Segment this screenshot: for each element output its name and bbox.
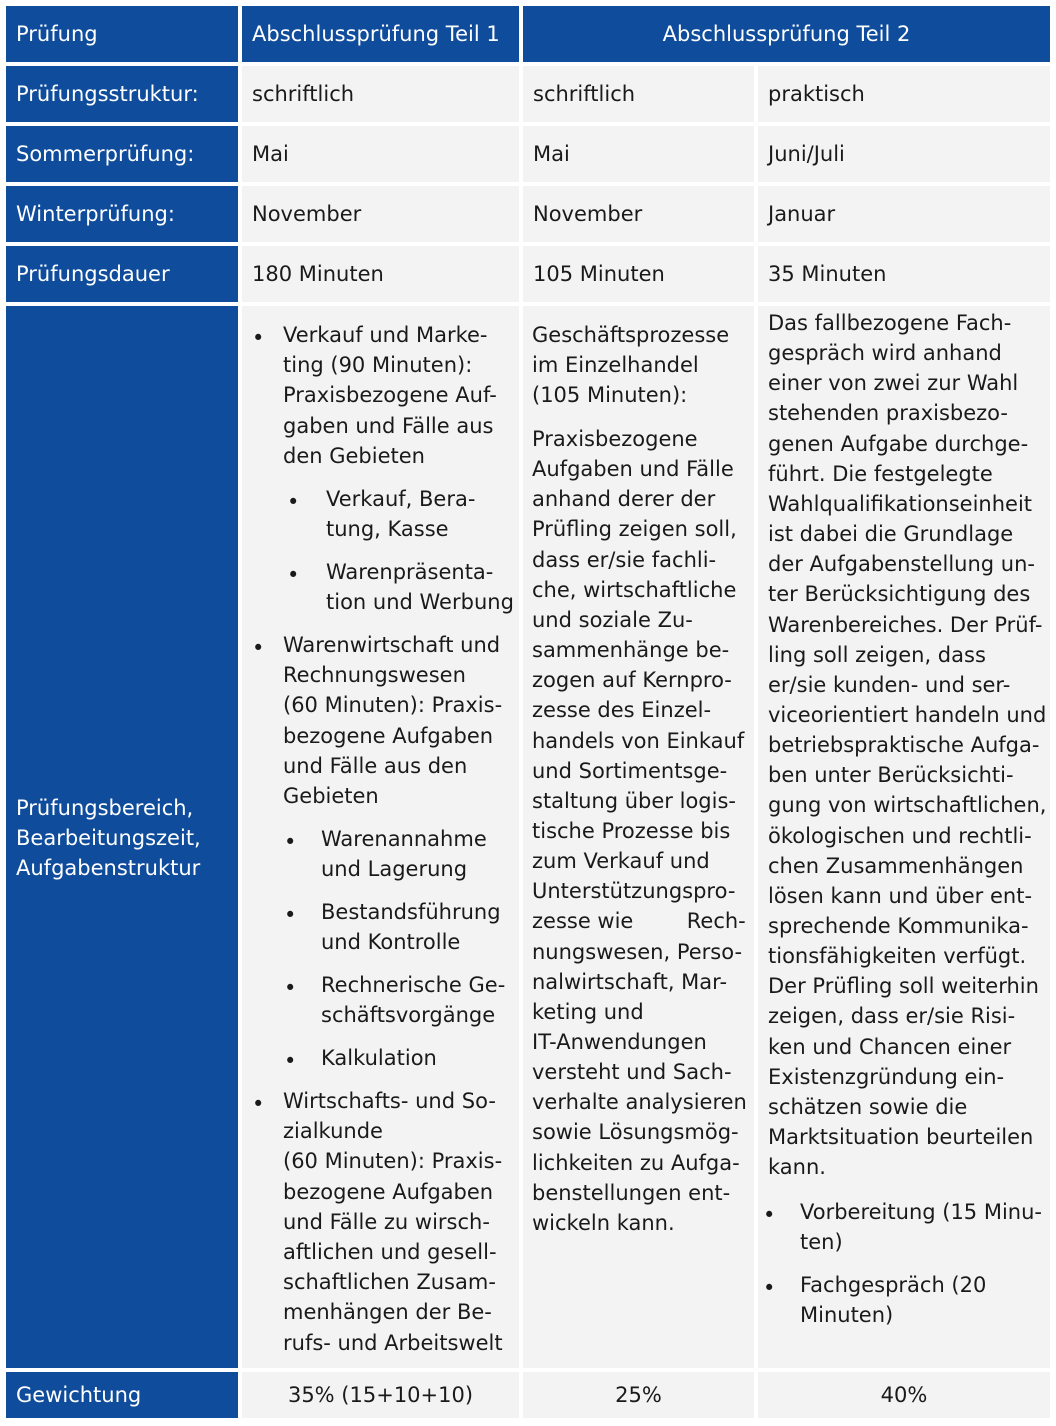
text-line: Praxisbezogene	[532, 427, 698, 451]
header-col-teil2	[523, 6, 1050, 62]
text-line: kann.	[768, 1155, 826, 1180]
text-line: schätzen sowie die	[768, 1094, 968, 1119]
text-line: gaben und Fälle aus	[283, 413, 494, 438]
text-line: nalwirtschaft, Mar-	[532, 969, 728, 994]
text-line: tung, Kasse	[326, 517, 449, 542]
text-line: Warenannahme	[321, 827, 487, 851]
text-line: Aufgaben und Fälle	[532, 457, 734, 482]
text-line: zum Verkauf und	[532, 849, 710, 874]
text-line: menhängen der Be-	[283, 1300, 492, 1325]
row-label-bereich-line: Prüfungsbereich,	[16, 796, 194, 820]
bullet-icon: •	[284, 830, 297, 854]
cell-winter-teil1	[242, 186, 519, 242]
cell-dauer-teil2-praktisch	[758, 246, 1050, 302]
text-line: und soziale Zu-	[532, 607, 693, 632]
row-label-winter-text: Winterprüfung:	[16, 202, 175, 226]
cell-dauer-teil2-praktisch-text: 35 Minuten	[768, 262, 887, 286]
cell-gewichtung-teil1	[242, 1372, 519, 1418]
text-line: tionsfähigkeiten verfügt.	[768, 944, 1027, 969]
text-line: Geschäftsprozesse	[532, 323, 730, 347]
cell-gewichtung-teil2-schriftlich-text: 25%	[615, 1383, 662, 1407]
text-line: Prüfling zeigen soll,	[532, 517, 737, 542]
header-col-pruefung-label: Prüfung	[16, 22, 98, 46]
header-col-teil1	[242, 6, 519, 62]
text-line: Existenzgründung ein-	[768, 1064, 1005, 1089]
cell-struktur-teil1	[242, 66, 519, 122]
row-label-dauer	[6, 246, 238, 302]
text-line: Warenbereiches. Der Prüf-	[768, 612, 1043, 637]
text-line: nungswesen, Perso-	[532, 939, 743, 964]
cell-sommer-teil1	[242, 126, 519, 182]
header-col-pruefung	[6, 6, 238, 62]
cell-struktur-teil2-praktisch	[758, 66, 1050, 122]
cell-dauer-teil1-text: 180 Minuten	[252, 262, 384, 286]
text-line: er/sie kunden- und ser-	[768, 672, 1011, 697]
text-line: sammenhänge be-	[532, 638, 730, 663]
text-line: sowie Lösungsmög-	[532, 1120, 739, 1145]
text-line: chen Zusammenhängen	[768, 853, 1024, 878]
text-line: (105 Minuten):	[532, 383, 688, 408]
header-col-teil2-label: Abschlussprüfung Teil 2	[662, 22, 911, 46]
bullet-icon: •	[252, 326, 265, 350]
text-line: Fachgespräch (20	[800, 1273, 987, 1297]
cell-sommer-teil2-schriftlich	[523, 126, 754, 182]
text-line: und Sortimentsge-	[532, 758, 728, 783]
text-line: Verkauf, Bera-	[326, 487, 476, 511]
text-line: rufs- und Arbeitswelt	[283, 1330, 503, 1355]
text-line: ist dabei die Grundlage	[768, 522, 1014, 547]
cell-struktur-teil2-praktisch-text: praktisch	[768, 82, 865, 106]
row-label-struktur-text: Prüfungsstruktur:	[16, 82, 199, 106]
text-line: und Kontrolle	[321, 930, 461, 955]
text-line: stehenden praxisbezo-	[768, 401, 1008, 426]
text-line: (60 Minuten): Praxis-	[283, 693, 503, 718]
text-line: bezogene Aufgaben	[283, 723, 494, 748]
cell-gewichtung-teil2-praktisch	[758, 1372, 1050, 1418]
text-line: führt. Die festgelegte	[768, 461, 993, 486]
cell-winter-teil2-schriftlich-text: November	[533, 202, 643, 226]
cell-bereich-teil2-praktisch	[758, 306, 1050, 1368]
text-line: Wirtschafts- und So-	[283, 1089, 496, 1113]
text-line: ken und Chancen einer	[768, 1034, 1012, 1059]
cell-winter-teil1-text: November	[252, 202, 362, 226]
text-line: schaftlichen Zusam-	[283, 1270, 496, 1295]
text-line: staltung über logis-	[532, 788, 736, 813]
bullet-icon: •	[287, 563, 300, 587]
text-line: zesse wie Rech-	[532, 909, 746, 934]
row-label-gewichtung-text: Gewichtung	[16, 1383, 142, 1407]
text-line: ökologischen und rechtli-	[768, 823, 1032, 848]
text-line: Bestandsführung	[321, 900, 501, 924]
text-line: Verkauf und Marke-	[283, 323, 488, 347]
cell-winter-teil2-praktisch	[758, 186, 1050, 242]
text-line: tische Prozesse bis	[532, 818, 731, 843]
cell-sommer-teil1-text: Mai	[252, 142, 289, 166]
text-line: Vorbereitung (15 Minu-	[800, 1200, 1042, 1224]
text-line: einer von zwei zur Wahl	[768, 371, 1019, 396]
text-line: zeigen, dass er/sie Risi-	[768, 1004, 1016, 1029]
text-line: Minuten)	[800, 1303, 894, 1328]
cell-dauer-teil1	[242, 246, 519, 302]
text-line: IT-Anwendungen	[532, 1030, 707, 1054]
text-line: Das fallbezogene Fach-	[768, 311, 1012, 335]
text-line: Warenwirtschaft und	[283, 633, 501, 657]
text-line: Praxisbezogene Auf-	[283, 383, 497, 408]
row-label-winter	[6, 186, 238, 242]
cell-winter-teil2-praktisch-text: Januar	[768, 202, 836, 226]
text-line: che, wirtschaftliche	[532, 577, 737, 602]
text-line: aftlichen und gesell-	[283, 1240, 497, 1264]
bullet-icon: •	[252, 1092, 265, 1116]
text-line: zesse des Einzel-	[532, 698, 712, 723]
text-line: Wahlqualifikationseinheit	[768, 491, 1033, 516]
cell-struktur-teil1-text: schriftlich	[252, 82, 355, 106]
text-line: und Lagerung	[321, 857, 468, 882]
cell-gewichtung-teil2-schriftlich	[523, 1372, 754, 1418]
text-line: ben unter Berücksichti-	[768, 763, 1014, 788]
text-line: der Aufgabenstellung un-	[768, 552, 1035, 577]
row-label-bereich-line: Bearbeitungszeit,	[16, 826, 201, 850]
text-line: ten)	[800, 1230, 843, 1255]
bullet-icon: •	[284, 903, 297, 927]
text-line: anhand derer der	[532, 487, 716, 512]
cell-sommer-teil2-praktisch-text: Juni/Juli	[768, 142, 845, 166]
text-line: Gebieten	[283, 784, 379, 808]
text-line: zogen auf Kernpro-	[532, 668, 732, 693]
cell-dauer-teil2-schriftlich	[523, 246, 754, 302]
text-line: und Fälle zu wirsch-	[283, 1209, 490, 1234]
text-line: Kalkulation	[321, 1046, 437, 1070]
text-line: betriebspraktische Aufga-	[768, 733, 1040, 758]
bullet-icon: •	[252, 636, 265, 660]
text-line: keting und	[532, 999, 644, 1024]
text-line: schäftsvorgänge	[321, 1003, 496, 1028]
bullet-icon: •	[763, 1276, 776, 1300]
text-line: benstellungen ent-	[532, 1180, 731, 1205]
cell-sommer-teil2-schriftlich-text: Mai	[533, 142, 570, 166]
row-label-struktur	[6, 66, 238, 122]
cell-dauer-teil2-schriftlich-text: 105 Minuten	[533, 262, 665, 286]
text-line: sprechende Kommunika-	[768, 914, 1029, 938]
cell-bereich-teil1	[242, 306, 519, 1368]
text-line: Marktsituation beurteilen	[768, 1125, 1034, 1150]
text-line: tion und Werbung	[326, 590, 514, 615]
text-line: gung von wirtschaftlichen,	[768, 793, 1047, 818]
row-label-sommer	[6, 126, 238, 182]
text-line: Unterstützungspro-	[532, 879, 736, 904]
text-line: im Einzelhandel	[532, 353, 699, 378]
cell-struktur-teil2-schriftlich	[523, 66, 754, 122]
text-line: (60 Minuten): Praxis-	[283, 1149, 503, 1174]
text-line: Rechnerische Ge-	[321, 973, 506, 997]
header-col-teil1-label: Abschlussprüfung Teil 1	[252, 22, 500, 46]
text-line: versteht und Sach-	[532, 1060, 732, 1085]
row-label-sommer-text: Sommerprüfung:	[16, 142, 195, 166]
text-line: den Gebieten	[283, 443, 425, 468]
bullet-icon: •	[284, 976, 297, 1000]
text-line: ling soll zeigen, dass	[768, 642, 986, 667]
bullet-icon: •	[284, 1049, 297, 1073]
text-line: bezogene Aufgaben	[283, 1179, 494, 1204]
text-line: viceorientiert handeln und	[768, 702, 1047, 727]
row-label-bereich	[6, 306, 238, 1368]
bullet-icon: •	[287, 490, 300, 514]
row-label-dauer-text: Prüfungsdauer	[16, 262, 170, 286]
cell-bereich-teil2-schriftlich	[523, 306, 754, 1368]
bullet-icon: •	[763, 1203, 776, 1227]
text-line: lösen kann und über ent-	[768, 883, 1033, 908]
cell-sommer-teil2-praktisch	[758, 126, 1050, 182]
text-line: dass er/sie fachli-	[532, 547, 717, 572]
cell-gewichtung-teil1-text: 35% (15+10+10)	[287, 1383, 474, 1407]
text-line: zialkunde	[283, 1119, 383, 1144]
text-line: verhalte analysieren	[532, 1090, 747, 1115]
text-line: gespräch wird anhand	[768, 341, 1002, 366]
text-line: handels von Einkauf	[532, 728, 745, 753]
text-line: wickeln kann.	[532, 1210, 675, 1235]
row-label-gewichtung	[6, 1372, 238, 1418]
text-line: lichkeiten zu Aufga-	[532, 1150, 740, 1175]
text-line: Rechnungswesen	[283, 663, 466, 688]
row-label-bereich-line: Aufgabenstruktur	[16, 856, 201, 880]
cell-gewichtung-teil2-praktisch-text: 40%	[880, 1383, 928, 1407]
text-line: und Fälle aus den	[283, 753, 468, 778]
text-line: ting (90 Minuten):	[283, 353, 473, 378]
cell-winter-teil2-schriftlich	[523, 186, 754, 242]
text-line: genen Aufgabe durchge-	[768, 431, 1029, 456]
cell-struktur-teil2-schriftlich-text: schriftlich	[533, 82, 636, 106]
text-line: Der Prüfling soll weiterhin	[768, 974, 1039, 999]
text-line: Warenpräsenta-	[326, 560, 494, 584]
text-line: ter Berücksichtigung des	[768, 582, 1031, 607]
